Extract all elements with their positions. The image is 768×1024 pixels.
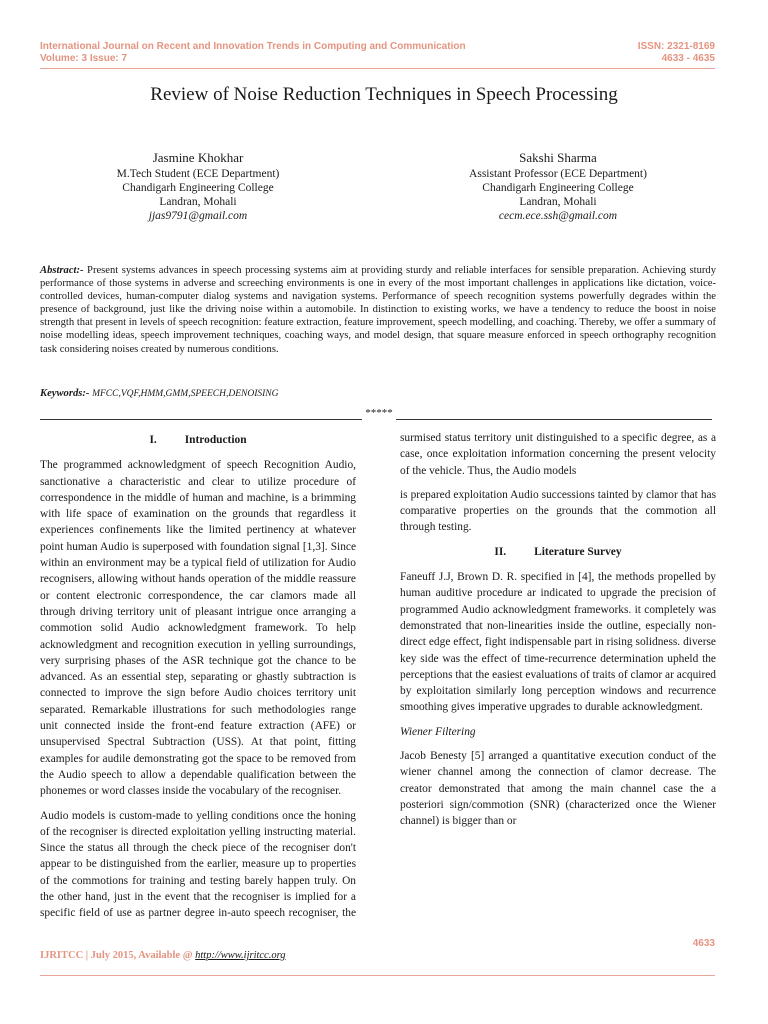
author-name: Jasmine Khokhar	[152, 150, 244, 165]
paragraph-continued: surmised status territory unit distinguished to a specific degree, as a case, once exploitation information concerning the present velocity of the vehicle. Thus, the Audio models	[400, 432, 716, 477]
separator-stars: *****	[365, 407, 393, 419]
separator-line-right	[396, 419, 712, 420]
journal-meta	[638, 41, 715, 65]
keywords-text: MFCC,VQF,HMM,GMM,SPEECH,DENOISING	[92, 389, 279, 399]
section-title: Introduction	[184, 434, 247, 446]
page-range: 4633 - 4635	[661, 53, 715, 64]
abstract	[40, 264, 716, 356]
header-rule	[40, 68, 715, 69]
paragraph: is prepared exploitation Audio successions tainted by clamor that has comparative properties on the grounds that the commotion all through testing.	[400, 488, 716, 534]
author-email[interactable]: jjas9791@gmail.com	[148, 210, 248, 222]
author-block-1	[48, 150, 348, 223]
footer-text: IJRITCC | July 2015, Available @	[40, 950, 193, 961]
abstract-label: Abstract:-	[40, 265, 84, 276]
journal-header	[40, 41, 466, 65]
author-location: Landran, Mohali	[159, 196, 237, 208]
subsection-heading-wiener-filtering: Wiener Filtering	[400, 725, 476, 738]
section-heading-literature-survey	[400, 544, 716, 560]
paper-title: Review of Noise Reduction Techniques in Speech Processing	[150, 84, 618, 105]
paragraph: Audio models is custom-made to yelling conditions once the honing of the recogniser is directed exploitation yelling instructing material. Since the status all through the check piece of the recogniser don't appear to be distinguished from the earlier, measure up to properties of the commotions for training and testing barely happen truly. On the other hand, just in the event that the recogniser is implied for a specific field of use as partner degree in-auto speech recogniser, the	[40, 809, 356, 920]
issn: ISSN: 2321-8169	[637, 41, 715, 52]
author-college: Chandigarh Engineering College	[122, 182, 274, 194]
page-number: 4633	[692, 938, 715, 949]
footer-link[interactable]: http://www.ijritcc.org	[195, 950, 286, 961]
abstract-text: Present systems advances in speech processing systems aim at providing sturdy and reliable interfaces for sensible preparation. Achieving sturdy performance of those systems in adverse and screeching environments is one in every of the most important challenges in applications like dictation, voice-controlled devices, human-computer dialog systems and navigation systems. Performance of speech recognition systems powerfully degrades within the presence of background, just like the driving noise within a automobile. In distinction to existing works, we have a tendency to reduce the boost in noise strength that present in levels of speech recognition: feature extraction, feature improvement, speech modelling, and coaching. Thereby, we offer a summary of noise modelling ideas, speech improvement techniques, coaching ways, and model design, that square measure enforced in speech orthography recognition task considering noises created by numerous conditions.	[40, 265, 716, 355]
separator-line-left	[40, 419, 362, 420]
keywords	[40, 388, 278, 399]
author-role: Assistant Professor (ECE Department)	[469, 168, 647, 180]
author-location: Landran, Mohali	[519, 196, 597, 208]
paragraph: The programmed acknowledgment of speech Recognition Audio, sanctionative a characteristic and clear to utilize procedure of correspondence in the middle of human and machine, is a brimming with life space of examination on the grounds that regardless it experiences confinements like the limited pertinency at whatever point human Audio is superposed with foundation signal [1,3]. Since within an environment may be a typical field of utilization for Audio recognisers, allowing without hands operation of the middle reassure or content electronic correspondence, the car clamors made all through driving territory unit of pleasant intrigue once arranging a commotion solid Audio acknowledgment framework. To help acknowledgment and recognition execution in yelling surroundings, very surprising phases of the ASR technique got the chance to be advanced. As an essential step, separating or ghastly subtraction is connected to improve the sign before Audio choices territory unit separated. Remarkable illustrations for such methodologies range unit connected inside the front-end feature extraction (AFE) or unsupervised Spectral Subtraction (USS). At that point, fitting examples for audile demonstrating got the space to be removed from the Audio speech to allow a dependable qualification between the phonemes or word classes inside the vocabulary of the recogniser.	[40, 459, 356, 798]
author-name: Sakshi Sharma	[519, 150, 597, 165]
journal-volume: Volume: 3 Issue: 7	[40, 53, 128, 64]
author-college: Chandigarh Engineering College	[482, 182, 634, 194]
right-column	[400, 430, 716, 830]
footer	[40, 950, 286, 961]
section-separator	[40, 403, 716, 423]
left-column	[40, 430, 356, 922]
paragraph: Jacob Benesty [5] arranged a quantitative execution conduct of the wiener channel among the connection of clamor decrease. The creator demonstrated that among the main channel case the a posteriori sign/commotion (SNR) (characterized once the Wiener channel) is bigger than or	[400, 750, 716, 828]
author-block-2	[408, 150, 708, 223]
author-role: M.Tech Student (ECE Department)	[116, 168, 280, 180]
author-email[interactable]: cecm.ece.ssh@gmail.com	[498, 210, 618, 222]
footer-rule	[40, 975, 715, 976]
keywords-label: Keywords:-	[40, 388, 90, 399]
paragraph: Faneuff J.J, Brown D. R. specified in [4], the methods propelled by human auditive procedure ar indicated to upgrade the precision of programmed Audio acknowledgment frameworks. it completely was demonstrated that non-linearities inside the outline, especially non-direct edge effect, fight indispensable part in rising solidness. diverse key side was the effect of time-recurrence determination upheld the perceptions that the easiest evaluations of traits of clamor ar acquired by exploitation similarly long perception windows and recurrence smoothing gives imperative upgrades to durable acknowledgment.	[400, 571, 716, 714]
section-number: II.	[494, 545, 507, 558]
section-number: I.	[149, 434, 157, 446]
section-heading-introduction	[40, 432, 356, 448]
journal-name: International Journal on Recent and Innovation Trends in Computing and Communication	[40, 41, 466, 52]
section-title: Literature Survey	[534, 545, 622, 558]
